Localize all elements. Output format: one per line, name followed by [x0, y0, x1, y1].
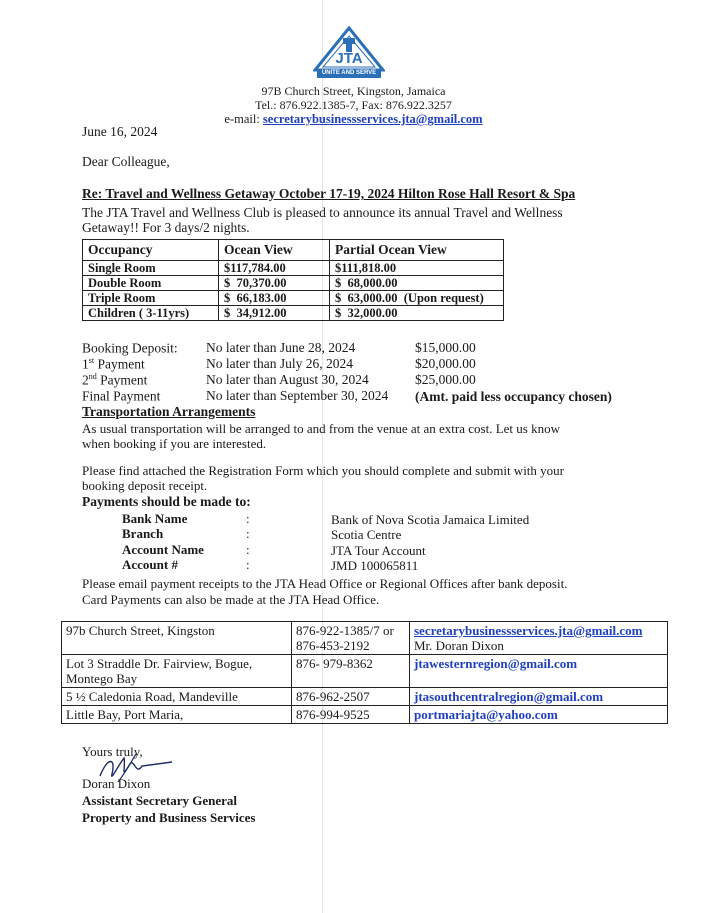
bank-sep: : — [246, 526, 250, 541]
schedule-label: 1st Payment — [82, 356, 145, 372]
bank-label: Account Name — [122, 542, 204, 557]
intro-line-2: Getaway!! For 3 days/2 nights. — [82, 220, 250, 235]
ocean-view-price: $ 66,183.00 — [219, 291, 330, 306]
ocean-view-price: $ 34,912.00 — [219, 306, 330, 321]
bank-sep: : — [246, 557, 250, 572]
signer-title-1: Assistant Secretary General — [82, 793, 238, 808]
bank-value: Scotia Centre — [331, 527, 402, 542]
schedule-deadline: No later than August 30, 2024 — [206, 372, 369, 387]
office-address: 97b Church Street, Kingston — [62, 622, 292, 655]
partial-view-price: $ 32,000.00 — [330, 306, 504, 321]
schedule-deadline: No later than September 30, 2024 — [206, 388, 389, 403]
office-contact-cell — [410, 706, 668, 724]
letterhead-phone-fax: Tel.: 876.922.1385-7, Fax: 876.922.3257 — [255, 98, 452, 112]
receipt-line-2: Card Payments can also be made at the JTA Head Office. — [82, 592, 380, 607]
bank-label: Bank Name — [122, 511, 188, 526]
registration-line-1: Please find attached the Registration Form which you should complete and submit with your — [82, 463, 564, 478]
room-type: Double Room — [83, 276, 219, 291]
col-ocean-view: Ocean View — [219, 240, 330, 261]
bank-value: JMD 100065811 — [331, 558, 419, 573]
letterhead-email-line — [190, 112, 517, 127]
table-row — [62, 622, 668, 655]
schedule-amount: (Amt. paid less occupancy chosen) — [415, 389, 612, 404]
ocean-view-price: $117,784.00 — [219, 261, 330, 276]
schedule-amount: $15,000.00 — [415, 340, 476, 355]
partial-view-price: $ 68,000.00 — [330, 276, 504, 291]
closing: Yours truly, — [82, 744, 143, 759]
registration-line-2: booking deposit receipt. — [82, 478, 208, 493]
logo-text: JTA — [335, 50, 363, 67]
table-row — [83, 261, 504, 276]
office-contact-cell — [410, 688, 668, 706]
office-phone: 876-922-1385/7 or 876-453-2192 — [292, 622, 410, 655]
room-type: Single Room — [83, 261, 219, 276]
signer-title-2: Property and Business Services — [82, 810, 256, 825]
office-phone: 876-994-9525 — [292, 706, 410, 724]
intro-line-1: The JTA Travel and Wellness Club is pleased to announce its annual Travel and Wellness — [82, 205, 563, 220]
bank-sep: : — [246, 511, 250, 526]
transport-line-1: As usual transportation will be arranged to and from the venue at an extra cost. Let us know — [82, 421, 560, 436]
bank-label: Branch — [122, 526, 164, 541]
table-row — [83, 306, 504, 321]
office-email-link[interactable]: portmariajta@yahoo.com — [414, 707, 558, 722]
office-contact-cell — [410, 622, 668, 655]
salutation: Dear Colleague, — [82, 154, 170, 169]
table-row — [62, 706, 668, 724]
schedule-amount: $25,000.00 — [415, 372, 476, 387]
offices-table — [61, 621, 668, 724]
table-row — [62, 688, 668, 706]
schedule-label: 2nd Payment — [82, 372, 148, 388]
ocean-view-price: $ 70,370.00 — [219, 276, 330, 291]
letter-date: June 16, 2024 — [82, 124, 158, 139]
bank-sep: : — [246, 542, 250, 557]
payments-heading: Payments should be made to: — [82, 494, 251, 509]
office-phone: 876-962-2507 — [292, 688, 410, 706]
letterhead-address: 97B Church Street, Kingston, Jamaica — [261, 84, 446, 98]
signer-name: Doran Dixon — [82, 776, 151, 791]
jta-logo — [313, 26, 385, 82]
office-address: 5 ½ Caledonia Road, Mandeville — [62, 688, 292, 706]
bank-label: Account # — [122, 557, 178, 572]
col-partial-ocean-view: Partial Ocean View — [330, 240, 504, 261]
schedule-label: Booking Deposit: — [82, 340, 178, 356]
schedule-label: Final Payment — [82, 388, 161, 404]
col-occupancy: Occupancy — [83, 240, 219, 261]
email-label: e-mail: — [224, 112, 260, 126]
table-row — [83, 291, 504, 306]
partial-view-price: $111,818.00 — [330, 261, 504, 276]
schedule-amount: $20,000.00 — [415, 356, 476, 371]
office-address: Lot 3 Straddle Dr. Fairview, Bogue, Montego Bay — [62, 655, 292, 688]
office-address: Little Bay, Port Maria, — [62, 706, 292, 724]
bank-value: JTA Tour Account — [331, 543, 426, 558]
transport-heading: Transportation Arrangements — [82, 404, 256, 419]
bank-value: Bank of Nova Scotia Jamaica Limited — [331, 512, 530, 527]
occupancy-table — [82, 239, 504, 321]
transport-line-2: when booking if you are interested. — [82, 436, 267, 451]
office-contact-name: Mr. Doran Dixon — [414, 638, 504, 653]
schedule-deadline: No later than July 26, 2024 — [206, 356, 353, 371]
office-email-link[interactable]: jtawesternregion@gmail.com — [414, 656, 578, 671]
letterhead-email-link[interactable]: secretarybusinessservices.jta@gmail.com — [262, 112, 483, 126]
office-email-link[interactable]: secretarybusinessservices.jta@gmail.com — [414, 623, 643, 638]
logo-motto: UNITE AND SERVE — [321, 70, 377, 76]
room-type: Triple Room — [83, 291, 219, 306]
re-line: Re: Travel and Wellness Getaway October 17-19, 2024 Hilton Rose Hall Resort & Spa — [82, 186, 576, 201]
occupancy-header-row — [83, 240, 504, 261]
office-phone: 876- 979-8362 — [292, 655, 410, 688]
office-contact-cell — [410, 655, 668, 688]
table-row — [62, 655, 668, 688]
office-email-link[interactable]: jtasouthcentralregion@gmail.com — [414, 689, 604, 704]
fold-line — [322, 0, 323, 913]
receipt-line-1: Please email payment receipts to the JTA Head Office or Regional Offices after bank deposit. — [82, 576, 568, 591]
room-type: Children ( 3-11yrs) — [83, 306, 219, 321]
table-row — [83, 276, 504, 291]
schedule-deadline: No later than June 28, 2024 — [206, 340, 356, 355]
partial-view-price: $ 63,000.00 (Upon request) — [330, 291, 504, 306]
